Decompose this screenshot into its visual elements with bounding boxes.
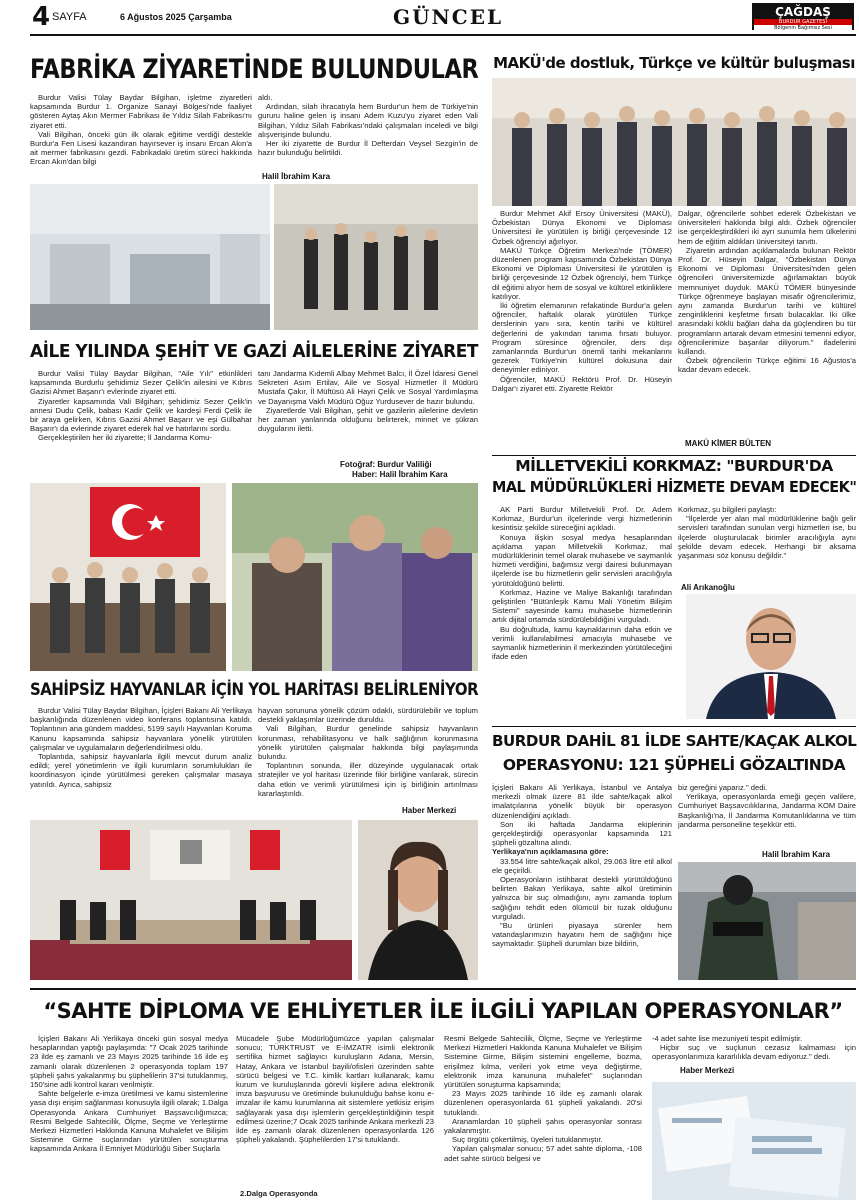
documents-photo — [652, 1082, 856, 1200]
paragraph: Gerçekleştirilen her iki ziyarette; İl Jandarma Komu- — [38, 433, 212, 443]
subheading: Yerlikaya'nın açıklamasına göre: — [492, 847, 609, 857]
fabrika-col2 — [258, 93, 478, 173]
diploma-col2 — [236, 1034, 434, 1188]
page-number: 4 — [32, 2, 51, 32]
paragraph: Özbek öğrencilerin Türkçe eğitimi 16 Ağustos'a kadar devam edecek. — [678, 356, 856, 375]
korkmaz-byline: Ali Arıkanoğlu — [681, 583, 735, 592]
paragraph: Ardından, silah ihracatıyla hem Burdur'un hem de Türkiye'nin gururu haline gelen iş insanı Adem Kuzu'yu ziyaret eden Vali Bilgihan, Yıldız Silah Fabrikası'ndaki çalışmaları inceledi ve bilgi alışverişinde bulundu. — [258, 102, 478, 139]
hayvan-col2 — [258, 706, 478, 816]
mother-embrace-photo — [232, 483, 478, 671]
paragraph: Bu doğrultuda, kamu kaynaklarının daha etkin ve verimli kullanılabilmesi amacıyla muhasebe ve saymanlık hizmetlerinin il merkezinden yürütüleceğini ifade eden — [492, 624, 672, 662]
paragraph: MAKÜ Türkçe Öğretim Merkezi'nde (TÖMER) düzenlenen program kapsamında Özbekistan Dünya Ekonomi ve Diploması Üniversitesi ile yürütülen iş birliği çerçevesinde 12 Özbek öğrenciyi, hem Türkçe dil eğitimi alıyor hem de sosyal ve kültürel etkinliklere katılıyor. — [492, 245, 672, 301]
alkol-byline: Halil İbrahim Kara — [762, 850, 831, 859]
aile-byline-news: Haber: Halil İbrahim Kara — [352, 470, 448, 479]
hayvan-col1 — [30, 706, 252, 816]
korkmaz-col1 — [492, 505, 672, 722]
video-conference-room-photo — [30, 820, 352, 980]
issue-date: 6 Ağustos 2025 Çarşamba — [120, 12, 232, 22]
fabrika-headline: FABRİKA ZİYARETİNDE BULUNDULAR — [30, 54, 479, 85]
paragraph: Ziyaretlerde Vali Bilgihan, şehit ve gazilerin ailelerine devletin her zaman yanlarında olduğunu belirterek, minnet ve şükran duygularını iletti. — [258, 405, 478, 434]
paragraph: Her iki ziyarette de Burdur İl Defterdarı Veysel Sezgin'in de hazır bulunduğu belirtildi. — [258, 139, 478, 158]
logo-sub: BURDUR GAZETESİ — [754, 19, 852, 25]
maku-col1 — [492, 209, 672, 451]
paragraph: İki öğretim elemanının refakatinde Burdur'a gelen öğrenciler, haftalık olarak yürütülen Türkçe derslerinin yanı sıra, kentin tarihi ve kültürel değerlerini de yakından tanıma fırsatı buluyor. Program süresince öğrenciler, ders dışı zamanlarında Burdur'un önemli tarihi mekanlarını gezerek Türkiye'nin kültürel dokusuna dair deneyimler ediniyor. — [492, 301, 672, 375]
maku-col2 — [678, 209, 856, 439]
governor-portrait-photo — [358, 820, 478, 980]
paragraph: İçişleri Bakanı Ali Yerlikaya, İstanbul ve Antalya merkezli olmak üzere 81 ilde sahte/kaçak alkol imalatçılarına yönelik büyük bir operasyon düzenlendiğini açıkladı. — [492, 783, 672, 820]
maku-headline: MAKÜ'de dostluk, Türkçe ve kültür buluşması — [493, 54, 855, 72]
diploma-rule — [30, 988, 856, 990]
diploma-byline: Haber Merkezi — [680, 1066, 735, 1075]
paragraph: Aranamlardan 10 şüpheli şahıs operasyonlar sonrası yakalanmıştır. — [444, 1116, 642, 1136]
aile-headline: AİLE YILINDA ŞEHİT VE GAZİ AİLELERİNE ZİYARET — [30, 342, 478, 362]
paragraph: İçişleri Bakanı Ali Yerlikaya önceki gün sosyal medya hesaplarından yaptığı paylaşımda: "7 Ocak 2025 tarihinde 23 ilde eş zamanlı ve 23 Mayıs 2025 tarihinde 16 ilde eş zamanlı olarak düzenlenen 2 operasyonda toplam 197 şüpheli şahıs yakalanmış bu şüphelilerin 37'si tutuklanmış, 150'sine adli kontrol kararı verilmiştir. — [30, 1034, 228, 1090]
paragraph: "Bu ürünleri piyasaya sürenler hem vatandaşlarımızın hayatını hem de sağlığını hiçe saymaktadır. Şüpheli durumları bize bildirin, — [492, 921, 672, 949]
diploma-headline: “SAHTE DİPLOMA VE EHLİYETLER İLE İLGİLİ YAPILAN OPERASYONLAR” — [43, 999, 843, 1023]
paragraph: Burdur Valisi Tülay Baydar Bilgihan, "Aile Yılı" etkinlikleri kapsamında Burdurlu şehidimiz Sezer Çelik'in ailesini ve Kıbrıs Gazisi Ahmet Başarır'ı evlerinde ziyaret etti. — [30, 369, 252, 397]
alkol-headline-1: BURDUR DAHİL 81 İLDE SAHTE/KAÇAK ALKOL — [492, 732, 857, 750]
section-title: GÜNCEL — [392, 5, 504, 29]
korkmaz-headline-1: MİLLETVEKİLİ KORKMAZ: "BURDUR'DA — [515, 457, 833, 475]
paragraph: -4 adet sahte lise mezuniyeti tespit edilmiştir. — [652, 1034, 803, 1043]
korkmaz-col2 — [678, 505, 856, 585]
paragraph: aldı. — [258, 93, 273, 102]
alkol-rule — [492, 726, 856, 727]
factory-visit-group-photo — [274, 184, 478, 330]
paragraph: Yapılan çalışmalar sonucu; 57 adet sahte diploma, -108 adet sahte sürücü belgesi ve — [444, 1144, 642, 1163]
paragraph: Ziyaretin ardından açıklamalarda bulunan Rektör Prof. Dr. Hüseyin Dalgar, "Özbekistan Dünya Ekonomi ve Diploması Üniversitesi'nden gelen öğrencileri üniversitemizde ağırlamaktan büyük memnuniyet duyduk. MAKÜ TÖMER bünyesinde Türkçe öğrenmeye başlayan misafir öğrencilerimiz, aynı zamanda Burdur'un tarihi ve kültürel zenginliklerini keşfetme fırsatı bulacaklar. İki ülke arasındaki köklü bağları daha da güçlendiren bu tür programların artarak devam etmesini temenni ediyor, öğrencilerimize başarılar diliyorum." ifadelerini kullandı. — [678, 245, 856, 357]
paragraph: Vali Bilgihan, önceki gün ilk olarak eğitime verdiği destekle Burdur'a Fen Lisesi kazandıran hayırsever iş insanı Ercan Akın'a ait mermer fabrikasını gezdi. Fabrikadaki üretim süreci hakkında Ercan Akın'dan bilgi — [30, 129, 252, 167]
aile-col2 — [258, 369, 478, 461]
factory-interior-photo — [30, 184, 270, 330]
paragraph: Toplantının sonunda, iller düzeyinde uygulanacak ortak stratejiler ve yol haritası üzerinde fikir birliğine varılarak, sürecin daha etkin ve verimli yürütülmesi için iş birliğinin artırılması kararlaştırıldı. — [258, 761, 478, 798]
maku-byline: MAKÜ KİMER BÜLTEN — [685, 439, 772, 448]
paragraph: Hiçbir suç ve suçlunun cezasız kalmaması için operasyonlarımıza kararlılıkla devam ediyoruz." dedi. — [652, 1043, 856, 1062]
paragraph: Toplantıda, sahipsiz hayvanlarla ilgili mevcut durum analiz edildi; yerel yönetimlerin ve ilgili kurumların sorumlulukları ile koordinasyon içinde yürütülmesi gereken çalışmalar masaya yatırıldı. Ayrıca, sahipsiz — [30, 752, 252, 789]
paragraph: Burdur Mehmet Akif Ersoy Üniversitesi (MAKÜ), Özbekistan Dünya Ekonomi ve Diploması Üniversitesi ile yürütülen iş birliği çerçevesinde 12 Özbek öğrenciyi ağırlıyor. — [492, 209, 672, 246]
gendarmerie-operation-photo — [678, 862, 856, 980]
paragraph: 33.554 litre sahte/kaçak alkol, 29.063 litre etil alkol ele geçirildi. — [492, 856, 672, 875]
paragraph: Korkmaz, şu bilgileri paylaştı: — [678, 505, 777, 514]
paragraph: AK Parti Burdur Milletvekili Prof. Dr. Adem Korkmaz, Burdur'un ilçelerinde vergi hizmetlerinin kesintisiz şekilde süreceğini açıkladı. — [492, 505, 672, 533]
paragraph: Korkmaz, Hazine ve Maliye Bakanlığı tarafından geliştirilen "Bütünleşik Kamu Mali Yönetim Bilişim Sistemi" sayesinde kamu muhasebe hizmetlerinin artık dijital ortamda sürdürülebildiğini vurguladı. — [492, 587, 672, 625]
family-visit-flag-photo — [30, 483, 226, 671]
paragraph: Mücadele Şube Müdürlüğümüzce yapılan çalışmalar sonucu; TÜRKTRUST ve E-İMZATR isimli elektronik sertifika hizmet sağlayıcı kuruluşların Adana, Mersin, Hatay, Ankara ve İstanbul bayili/ofisleri üzerinden sahte sürücü belgesi ve T.C. kimlik kartları kullanarak, kamu kurum ve kuruluşlarında görevli kişilere adına elektronik imza başvurusu ve üretiminde bulunulduğu bahse konu e-imzalar ile kamu kurumlarına ait sistemlere yetkisiz erişim sağlayarak yasa dışı işlemlerin gerçekleştirildiğinin tespit edilmesi üzerine;7 Ocak 2025 tarihinde Ankara merkezli 23 ilde eş zamanlı olarak düzenlenen operasyonlarda 126 şüpheli yakalandı. Şüphelilerden 17'si tutuklandı. — [236, 1034, 434, 1145]
korkmaz-headline-2: MAL MÜDÜRLÜKLERİ HİZMETE DEVAM EDECEK" — [492, 478, 857, 496]
hayvan-headline: SAHİPSİZ HAYVANLAR İÇİN YOL HARİTASI BELİRLENİYOR — [30, 680, 479, 700]
page-label: SAYFA — [52, 11, 87, 23]
korkmaz-rule — [492, 455, 856, 456]
alkol-headline-2: OPERASYONU: 121 ŞÜPHELİ GÖZALTINDA — [502, 756, 846, 774]
logo-tag: Bölgenin Bağımsız Sesi — [754, 25, 852, 31]
diploma-col3 — [444, 1034, 642, 1200]
masthead-logo — [752, 3, 854, 30]
paragraph: "İlçelerde yer alan mal müdürlüklerine bağlı gelir servisleri tarafından sunulan vergi hizmetleri ise, bu ilçelerde oluşturulacak birimler aracılığıyla aynı şekilde devam edecek. Herhangi bir aksama yaşanması söz konusu değildir." — [678, 514, 856, 561]
header-rule — [30, 34, 856, 36]
alkol-col2 — [678, 783, 856, 847]
logo-name: ÇAĞDAŞ — [775, 5, 831, 19]
diploma-col2-subheading: 2.Dalga Operasyonda — [240, 1189, 318, 1198]
diploma-col1 — [30, 1034, 228, 1200]
paragraph: Konuya ilişkin sosyal medya hesaplarından açıklama yapan Milletvekili Korkmaz, mal müdürlüklerinin temel olarak muhasebe ve saymanlık hizmeti verdiğini, bağımsız vergi dairesi bulunmayan ilçelerde ise bu hizmetlerin gelir servisleri aracılığıyla yürütüldüğünü belirtti. — [492, 532, 672, 588]
paragraph: Operasyonların istihbarat destekli yürütüldüğünü belirten Bakan Yerlikaya, sahte alkol üretiminin yalnızca bir suç olmadığını, aynı zamanda toplum sağlığını tehdit eden ölümcül bir tuzak olduğunu vurguladı. — [492, 875, 672, 921]
hayvan-byline: Haber Merkezi — [402, 806, 457, 815]
fabrika-byline: Halil İbrahim Kara — [262, 172, 331, 181]
alkol-col1 — [492, 783, 672, 981]
paragraph: Burdur Valisi Tülay Baydar Bilgihan, İçişleri Bakanı Ali Yerlikaya başkanlığında düzenlenen video konferans toplantısına katıldı. Toplantının ana gündem maddesi, 5199 sayılı Hayvanları Koruma Kanunu kapsamında sahipsiz hayvanlara yönelik yürütülen çalışmalar ve uygulamaların değerlendirilmesi oldu. — [30, 706, 252, 752]
paragraph: Dalgar, öğrencilerle sohbet ederek Özbekistan ve üniversiteleri hakkında bilgi aldı. Özbek öğrenciler ise gerçekleştirdikleri iki ayrı sunumla hem ülkelerini hem de eğitim aldıkları üniversiteyi tanıttı. — [678, 209, 856, 246]
paragraph: Resmi Belgede Sahtecilik, Ölçme, Seçme ve Yerleştirme Merkezi Hizmetleri Hakkında Kanuna Muhalefet ve Bilişim Sistemine Girme, Bilişim sistemini engelleme, bozma, erişilmez kılma, verileri yok etme veya değiştirme, elektronik imza kanununa muhalefet" suçlarından yürütülen soruşturma kapsamında; — [444, 1034, 642, 1090]
paragraph: Suç örgütü çökertilmiş, üyeleri tutuklanmıştır. — [452, 1135, 603, 1145]
paragraph: 23 Mayıs 2025 tarihinde 16 ilde eş zamanlı olarak düzenlenen operasyonlarda 61 şüpheli yakalandı. 20'si tutuklandı. — [444, 1089, 642, 1117]
paragraph: Son iki haftada Jandarma ekiplerinin gerçekleştirdiği operasyonlar kapsamında 121 şüpheli gözaltına alındı. — [492, 819, 672, 848]
paragraph: Ziyaretler kapsamında Vali Bilgihan; şehidimiz Sezer Çelik'in annesi Dudu Çelik, babası Kadir Çelik ve kardeşi Ferdi Çelik ile bir araya gelirken, Kıbrıs Gazisi Ahmet Başarır ve eşi Gülbahar Başarır'ı da evlerinde ziyaret ederek hal ve hatırlarını sordu. — [30, 396, 252, 434]
aile-byline-photo: Fotoğraf: Burdur Valiliği — [340, 460, 432, 469]
paragraph: hayvan sorununa yönelik çözüm odaklı, sürdürülebilir ve toplum destekli yaklaşımlar üzerinde duruldu. — [258, 706, 478, 725]
paragraph: Öğrenciler, MAKÜ Rektörü Prof. Dr. Hüseyin Dalgar'ı ziyaret etti. Ziyarette Rektör — [492, 374, 672, 393]
paragraph: Sahte belgelerle e-imza üretilmesi ve kamu sistemlerine yasa dışı erişim sağlanması konusuyla ilgili olarak; 1.Dalga Operasyonda Ankara Cumhuriyet Başsavcılığımızca; Resmi Belgede Sahtecilik, Ölçme, Seçme ve Yerleştirme Merkezi Hizmetleri Hakkında Kanuna Muhalefet ve Bilişim Sistemine Girme suçlarından yürütülen soruşturma kapsamında Ankara İl Emniyet Müdürlüğü Siber Suçlarla — [30, 1089, 228, 1154]
diploma-col4 — [652, 1034, 856, 1066]
paragraph: biz gereğini yaparız." dedi. — [678, 783, 768, 792]
paragraph: Yerlikaya, operasyonlarda emeği geçen valilere, Cumhuriyet Başsavcılıklarına, Jandarma KOM Daire Başkanlığı'na, İl Jandarma Komutanlıklarına ve tüm jandarma personeline teşekkür etti. — [678, 792, 856, 829]
aile-col1 — [30, 369, 252, 478]
fabrika-col1 — [30, 93, 252, 180]
portrait-photo — [686, 594, 856, 719]
paragraph: Vali Bilgihan, Burdur genelinde sahipsiz hayvanların korunması, rehabilitasyonu ve halk sağlığının korunmasına yönelik yürütülen çalışmalar hakkında bilgi paylaşımında bulundu. — [258, 724, 478, 762]
paragraph: tanı Jandarma Kıdemli Albay Mehmet Balcı, İl Özel İdaresi Genel Sekreteri Asım Ertilav, Aile ve Sosyal Hizmetler İl Müdürü Mustafa Çakır, İl Müftüsü Ali Hayri Çelik ve Sosyal Yardımlaşma ve Dayanışma Vakfı Müdürü Oğuz Yurdusever de hazır bulundu. — [258, 369, 478, 406]
students-group-photo — [492, 78, 856, 206]
paragraph: Burdur Valisi Tülay Baydar Bilgihan, işletme ziyaretleri kapsamında Burdur 1. Organize Sanayi Bölgesi'nde faaliyet gösteren Aytaş Akın Mermer Fabrikası ile Yıldız Silah Fabrikası'nı ziyaret etti. — [30, 93, 252, 130]
